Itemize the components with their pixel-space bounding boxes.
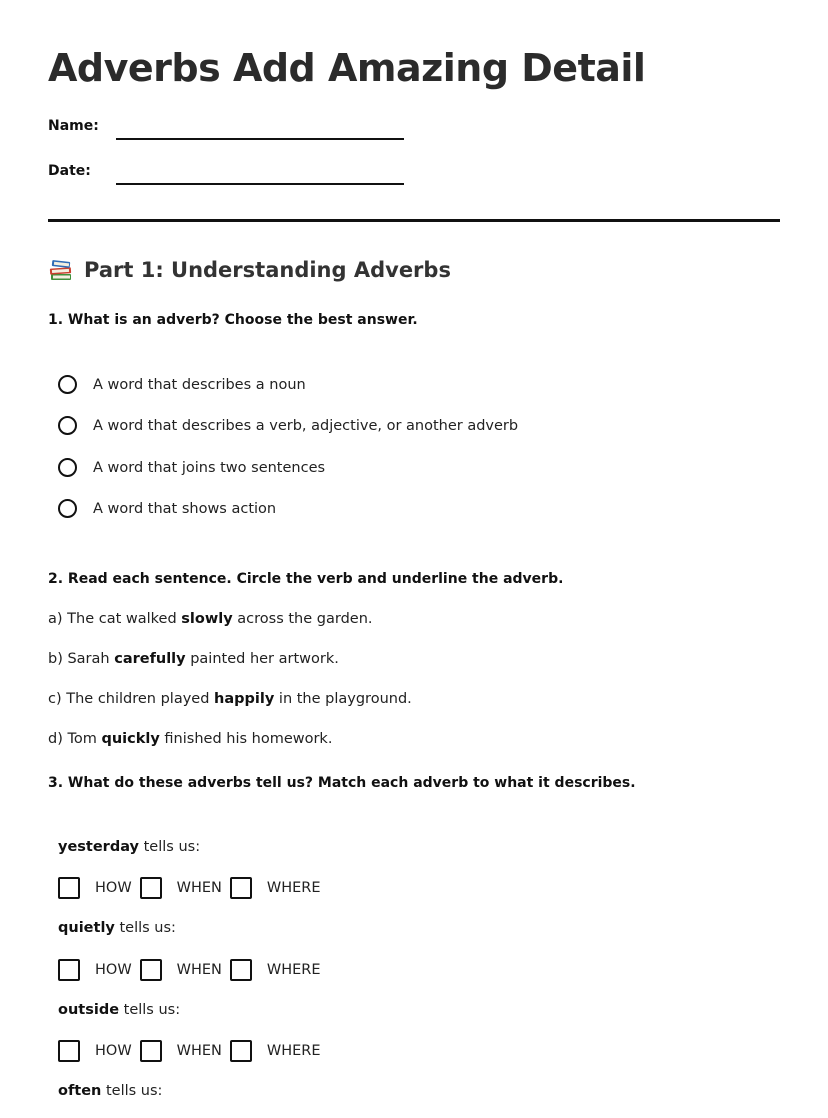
radio-button[interactable] bbox=[58, 375, 77, 394]
option-label: A word that describes a verb, adjective, or another adverb bbox=[93, 417, 519, 434]
sentence-b[interactable]: b) Sarah carefully painted her artwork. bbox=[48, 651, 339, 667]
page-title: Adverbs Add Amazing Detail bbox=[48, 46, 646, 90]
radio-button[interactable] bbox=[58, 416, 77, 435]
name-label: Name: bbox=[48, 118, 99, 134]
books-icon bbox=[48, 258, 74, 282]
choice-label: WHEN bbox=[176, 1043, 222, 1059]
choice-label: WHEN bbox=[176, 962, 222, 978]
divider bbox=[48, 219, 780, 222]
adverb-prompt: often tells us: bbox=[58, 1083, 163, 1099]
option-label: A word that joins two sentences bbox=[93, 459, 326, 476]
choice-row bbox=[58, 959, 321, 981]
option-label: A word that shows action bbox=[93, 500, 277, 517]
choice-row bbox=[58, 877, 321, 899]
option-label: A word that describes a noun bbox=[93, 376, 306, 393]
radio-button[interactable] bbox=[58, 458, 77, 477]
adverb-prompt: yesterday tells us: bbox=[58, 839, 201, 855]
adverb-prompt: quietly tells us: bbox=[58, 920, 176, 936]
question-2-prompt: 2. Read each sentence. Circle the verb and underline the adverb. bbox=[48, 571, 564, 587]
choice-label: WHERE bbox=[266, 962, 321, 978]
radio-button[interactable] bbox=[58, 499, 77, 518]
name-field[interactable] bbox=[116, 138, 404, 140]
option-2[interactable] bbox=[58, 416, 518, 435]
choice-label: HOW bbox=[95, 880, 132, 896]
adverb: slowly bbox=[181, 611, 233, 627]
option-3[interactable] bbox=[58, 458, 325, 477]
checkbox-how[interactable] bbox=[58, 1040, 80, 1062]
choice-label: WHEN bbox=[176, 880, 222, 896]
checkbox-how[interactable] bbox=[58, 959, 80, 981]
adverb: happily bbox=[214, 691, 275, 707]
sentence-c[interactable]: c) The children played happily in the playground. bbox=[48, 691, 412, 707]
checkbox-where[interactable] bbox=[230, 1040, 252, 1062]
section-heading bbox=[48, 258, 451, 282]
checkbox-when[interactable] bbox=[140, 877, 162, 899]
sentence-a[interactable]: a) The cat walked slowly across the garden. bbox=[48, 611, 373, 627]
adverb: quickly bbox=[101, 731, 160, 747]
checkbox-when[interactable] bbox=[140, 959, 162, 981]
choice-label: WHERE bbox=[266, 1043, 321, 1059]
choice-label: WHERE bbox=[266, 880, 321, 896]
date-field[interactable] bbox=[116, 183, 404, 185]
sentence-d[interactable]: d) Tom quickly finished his homework. bbox=[48, 731, 333, 747]
choice-label: HOW bbox=[95, 1043, 132, 1059]
adverb: carefully bbox=[114, 651, 186, 667]
option-4[interactable] bbox=[58, 499, 276, 518]
checkbox-when[interactable] bbox=[140, 1040, 162, 1062]
checkbox-how[interactable] bbox=[58, 877, 80, 899]
choice-row bbox=[58, 1040, 321, 1062]
question-3-prompt: 3. What do these adverbs tell us? Match each adverb to what it describes. bbox=[48, 775, 636, 791]
question-1-prompt: 1. What is an adverb? Choose the best answer. bbox=[48, 312, 418, 328]
checkbox-where[interactable] bbox=[230, 877, 252, 899]
option-1[interactable] bbox=[58, 375, 306, 394]
choice-label: HOW bbox=[95, 962, 132, 978]
date-label: Date: bbox=[48, 163, 91, 179]
section-title: Part 1: Understanding Adverbs bbox=[84, 258, 451, 282]
adverb-prompt: outside tells us: bbox=[58, 1002, 181, 1018]
checkbox-where[interactable] bbox=[230, 959, 252, 981]
